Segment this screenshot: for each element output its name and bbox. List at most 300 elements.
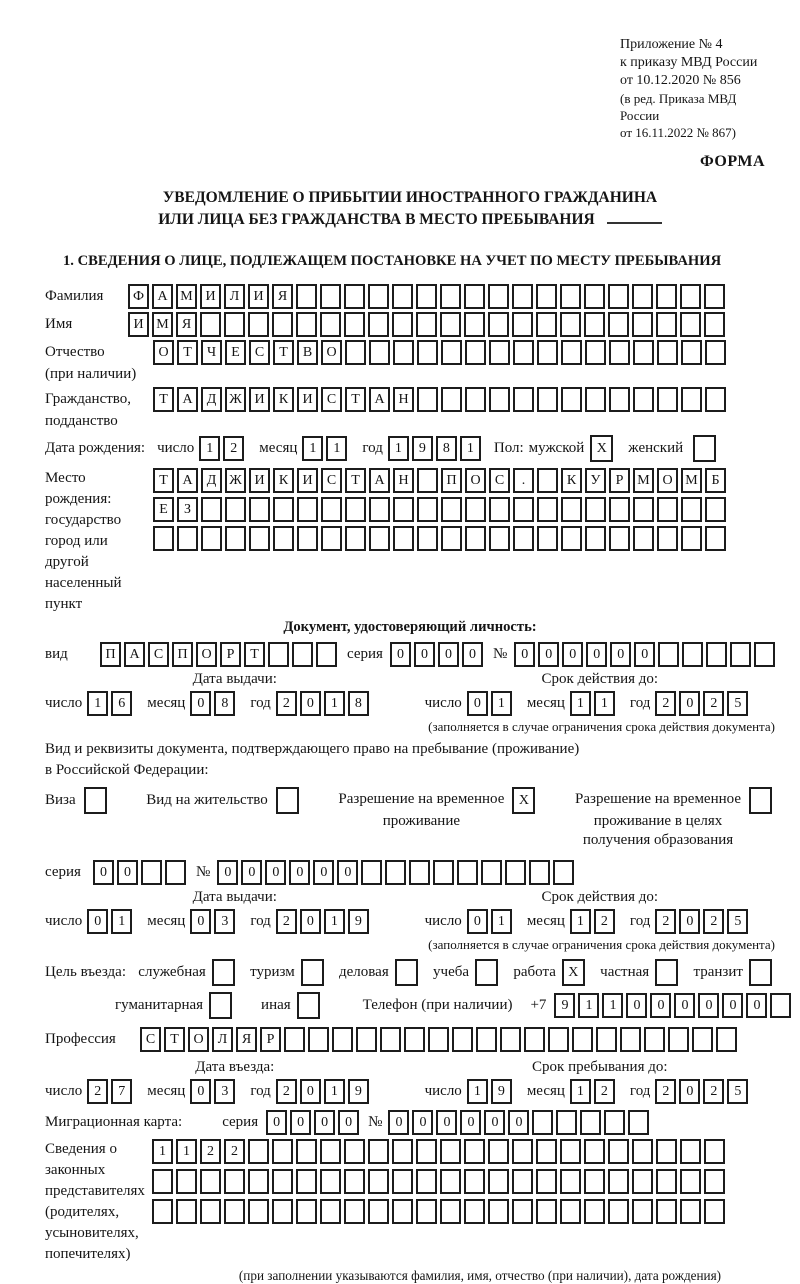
char-box[interactable]: М (152, 312, 173, 337)
char-box[interactable]: 1 (491, 909, 512, 934)
char-box[interactable] (225, 497, 246, 522)
char-box[interactable] (488, 284, 509, 309)
char-box[interactable] (344, 1199, 365, 1224)
char-box[interactable] (200, 1169, 221, 1194)
char-box[interactable]: 9 (348, 909, 369, 934)
char-box[interactable] (489, 497, 510, 522)
char-box[interactable]: 8 (214, 691, 235, 716)
char-box[interactable]: А (369, 387, 390, 412)
char-box[interactable]: 1 (324, 1079, 345, 1104)
char-box[interactable] (749, 787, 772, 814)
char-box[interactable]: 0 (300, 909, 321, 934)
char-box[interactable] (272, 312, 293, 337)
char-box[interactable] (513, 526, 534, 551)
char-box[interactable] (345, 526, 366, 551)
char-box[interactable]: 0 (460, 1110, 481, 1135)
char-box[interactable] (657, 387, 678, 412)
char-box[interactable]: 0 (190, 909, 211, 934)
char-box[interactable] (296, 1169, 317, 1194)
char-box[interactable]: 8 (436, 436, 457, 461)
char-box[interactable]: 1 (570, 1079, 591, 1104)
char-box[interactable] (440, 1169, 461, 1194)
char-box[interactable]: 2 (87, 1079, 108, 1104)
char-box[interactable] (464, 1169, 485, 1194)
char-box[interactable] (537, 526, 558, 551)
char-box[interactable] (680, 312, 701, 337)
char-box[interactable] (476, 1027, 497, 1052)
char-box[interactable] (344, 1139, 365, 1164)
char-box[interactable] (345, 497, 366, 522)
char-box[interactable] (706, 642, 727, 667)
char-box[interactable] (585, 497, 606, 522)
char-box[interactable] (705, 526, 726, 551)
char-box[interactable]: X (590, 435, 613, 462)
char-box[interactable] (488, 1169, 509, 1194)
char-box[interactable] (464, 284, 485, 309)
char-box[interactable] (680, 1139, 701, 1164)
char-box[interactable] (681, 497, 702, 522)
char-box[interactable]: О (153, 340, 174, 365)
char-box[interactable] (604, 1110, 625, 1135)
char-box[interactable] (561, 497, 582, 522)
char-box[interactable] (392, 284, 413, 309)
char-box[interactable] (704, 312, 725, 337)
char-box[interactable]: 1 (302, 436, 323, 461)
char-box[interactable] (393, 497, 414, 522)
char-box[interactable]: М (633, 468, 654, 493)
char-box[interactable] (225, 526, 246, 551)
char-box[interactable] (537, 468, 558, 493)
char-box[interactable]: Ж (225, 468, 246, 493)
char-box[interactable] (749, 959, 772, 986)
char-box[interactable]: 2 (703, 691, 724, 716)
char-box[interactable]: 0 (266, 1110, 287, 1135)
char-box[interactable] (200, 1199, 221, 1224)
char-box[interactable]: О (321, 340, 342, 365)
char-box[interactable] (152, 1169, 173, 1194)
char-box[interactable] (584, 1139, 605, 1164)
char-box[interactable] (609, 497, 630, 522)
char-box[interactable] (513, 497, 534, 522)
char-box[interactable] (632, 1199, 653, 1224)
char-box[interactable] (224, 1169, 245, 1194)
char-box[interactable]: М (176, 284, 197, 309)
char-box[interactable]: 2 (703, 909, 724, 934)
char-box[interactable]: Ж (225, 387, 246, 412)
char-box[interactable] (249, 526, 270, 551)
char-box[interactable] (417, 340, 438, 365)
char-box[interactable] (633, 387, 654, 412)
char-box[interactable]: 9 (554, 993, 575, 1018)
char-box[interactable]: 0 (508, 1110, 529, 1135)
char-box[interactable] (465, 497, 486, 522)
char-box[interactable] (513, 387, 534, 412)
char-box[interactable]: 2 (655, 691, 676, 716)
char-box[interactable]: Н (393, 387, 414, 412)
char-box[interactable]: 0 (241, 860, 262, 885)
char-box[interactable]: А (177, 387, 198, 412)
char-box[interactable] (368, 1169, 389, 1194)
char-box[interactable] (177, 526, 198, 551)
char-box[interactable] (585, 387, 606, 412)
char-box[interactable]: 0 (337, 860, 358, 885)
char-box[interactable] (548, 1027, 569, 1052)
char-box[interactable] (656, 312, 677, 337)
char-box[interactable] (608, 1139, 629, 1164)
char-box[interactable] (500, 1027, 521, 1052)
char-box[interactable]: З (177, 497, 198, 522)
char-box[interactable]: Д (201, 468, 222, 493)
char-box[interactable] (153, 526, 174, 551)
char-box[interactable]: К (273, 468, 294, 493)
char-box[interactable]: 2 (655, 1079, 676, 1104)
char-box[interactable] (584, 1169, 605, 1194)
char-box[interactable] (209, 992, 232, 1019)
char-box[interactable]: Т (244, 642, 265, 667)
char-box[interactable] (632, 284, 653, 309)
char-box[interactable] (368, 1139, 389, 1164)
char-box[interactable]: Е (153, 497, 174, 522)
char-box[interactable] (730, 642, 751, 667)
char-box[interactable]: 5 (727, 691, 748, 716)
char-box[interactable] (512, 284, 533, 309)
char-box[interactable]: 0 (626, 993, 647, 1018)
char-box[interactable] (704, 1199, 725, 1224)
char-box[interactable] (344, 312, 365, 337)
char-box[interactable]: М (681, 468, 702, 493)
char-box[interactable] (296, 312, 317, 337)
char-box[interactable]: 2 (655, 909, 676, 934)
char-box[interactable] (608, 1199, 629, 1224)
char-box[interactable]: 1 (570, 691, 591, 716)
char-box[interactable] (440, 312, 461, 337)
char-box[interactable]: 1 (111, 909, 132, 934)
char-box[interactable] (608, 312, 629, 337)
char-box[interactable] (369, 340, 390, 365)
char-box[interactable] (537, 340, 558, 365)
char-box[interactable] (301, 959, 324, 986)
char-box[interactable]: 0 (436, 1110, 457, 1135)
char-box[interactable] (537, 387, 558, 412)
char-box[interactable] (212, 959, 235, 986)
char-box[interactable] (681, 526, 702, 551)
char-box[interactable]: 1 (491, 691, 512, 716)
char-box[interactable] (529, 860, 550, 885)
char-box[interactable] (297, 992, 320, 1019)
char-box[interactable] (332, 1027, 353, 1052)
char-box[interactable] (560, 312, 581, 337)
char-box[interactable]: 9 (491, 1079, 512, 1104)
char-box[interactable] (505, 860, 526, 885)
char-box[interactable]: 0 (390, 642, 411, 667)
char-box[interactable] (248, 1139, 269, 1164)
char-box[interactable] (536, 284, 557, 309)
char-box[interactable] (560, 1139, 581, 1164)
char-box[interactable]: 0 (265, 860, 286, 885)
char-box[interactable]: Т (273, 340, 294, 365)
char-box[interactable] (561, 340, 582, 365)
char-box[interactable] (441, 497, 462, 522)
char-box[interactable] (165, 860, 186, 885)
char-box[interactable] (536, 1199, 557, 1224)
char-box[interactable]: И (249, 468, 270, 493)
char-box[interactable]: 1 (152, 1139, 173, 1164)
char-box[interactable]: 0 (467, 691, 488, 716)
char-box[interactable] (224, 312, 245, 337)
char-box[interactable]: 0 (338, 1110, 359, 1135)
char-box[interactable] (513, 340, 534, 365)
char-box[interactable] (417, 468, 438, 493)
char-box[interactable] (201, 497, 222, 522)
char-box[interactable] (553, 860, 574, 885)
char-box[interactable]: 2 (276, 1079, 297, 1104)
char-box[interactable] (475, 959, 498, 986)
char-box[interactable]: 1 (176, 1139, 197, 1164)
char-box[interactable] (512, 1139, 533, 1164)
char-box[interactable] (276, 787, 299, 814)
char-box[interactable]: 0 (217, 860, 238, 885)
char-box[interactable] (316, 642, 337, 667)
char-box[interactable] (440, 284, 461, 309)
char-box[interactable] (308, 1027, 329, 1052)
char-box[interactable]: О (188, 1027, 209, 1052)
char-box[interactable]: С (489, 468, 510, 493)
char-box[interactable]: 0 (290, 1110, 311, 1135)
char-box[interactable] (464, 1139, 485, 1164)
char-box[interactable] (489, 526, 510, 551)
char-box[interactable] (433, 860, 454, 885)
char-box[interactable]: 0 (722, 993, 743, 1018)
char-box[interactable] (585, 526, 606, 551)
char-box[interactable]: Ч (201, 340, 222, 365)
char-box[interactable] (84, 787, 107, 814)
char-box[interactable]: 2 (200, 1139, 221, 1164)
char-box[interactable] (385, 860, 406, 885)
char-box[interactable] (693, 435, 716, 462)
char-box[interactable] (609, 387, 630, 412)
char-box[interactable]: Р (220, 642, 241, 667)
char-box[interactable] (657, 340, 678, 365)
char-box[interactable] (656, 1169, 677, 1194)
char-box[interactable]: Б (705, 468, 726, 493)
char-box[interactable] (705, 387, 726, 412)
char-box[interactable] (536, 1169, 557, 1194)
char-box[interactable]: Я (176, 312, 197, 337)
char-box[interactable] (404, 1027, 425, 1052)
char-box[interactable]: 2 (703, 1079, 724, 1104)
char-box[interactable] (560, 1199, 581, 1224)
char-box[interactable]: С (148, 642, 169, 667)
char-box[interactable]: П (172, 642, 193, 667)
char-box[interactable] (524, 1027, 545, 1052)
char-box[interactable] (488, 1199, 509, 1224)
char-box[interactable] (368, 284, 389, 309)
char-box[interactable] (392, 1169, 413, 1194)
char-box[interactable] (320, 1169, 341, 1194)
char-box[interactable] (320, 1139, 341, 1164)
char-box[interactable] (176, 1169, 197, 1194)
char-box[interactable] (633, 497, 654, 522)
char-box[interactable]: Т (153, 468, 174, 493)
char-box[interactable]: 0 (467, 909, 488, 934)
char-box[interactable] (416, 1169, 437, 1194)
char-box[interactable] (658, 642, 679, 667)
char-box[interactable] (560, 284, 581, 309)
char-box[interactable] (489, 340, 510, 365)
char-box[interactable]: 0 (679, 909, 700, 934)
char-box[interactable] (273, 497, 294, 522)
char-box[interactable] (632, 1139, 653, 1164)
char-box[interactable]: 0 (300, 1079, 321, 1104)
char-box[interactable]: 6 (111, 691, 132, 716)
char-box[interactable]: 1 (324, 909, 345, 934)
char-box[interactable]: И (297, 468, 318, 493)
char-box[interactable]: 0 (562, 642, 583, 667)
char-box[interactable]: 0 (674, 993, 695, 1018)
char-box[interactable] (489, 387, 510, 412)
char-box[interactable]: 0 (538, 642, 559, 667)
char-box[interactable] (296, 1139, 317, 1164)
char-box[interactable] (417, 387, 438, 412)
char-box[interactable]: И (128, 312, 149, 337)
char-box[interactable] (141, 860, 162, 885)
char-box[interactable] (608, 1169, 629, 1194)
char-box[interactable] (428, 1027, 449, 1052)
char-box[interactable]: 2 (594, 1079, 615, 1104)
char-box[interactable] (560, 1169, 581, 1194)
char-box[interactable]: С (321, 387, 342, 412)
char-box[interactable]: Н (393, 468, 414, 493)
char-box[interactable]: 0 (190, 691, 211, 716)
char-box[interactable] (536, 1139, 557, 1164)
char-box[interactable]: О (657, 468, 678, 493)
char-box[interactable]: О (465, 468, 486, 493)
char-box[interactable] (465, 387, 486, 412)
char-box[interactable] (297, 526, 318, 551)
char-box[interactable] (416, 1199, 437, 1224)
char-box[interactable] (441, 387, 462, 412)
char-box[interactable]: П (441, 468, 462, 493)
char-box[interactable] (248, 312, 269, 337)
char-box[interactable]: А (124, 642, 145, 667)
char-box[interactable] (512, 1169, 533, 1194)
char-box[interactable] (704, 1169, 725, 1194)
char-box[interactable] (609, 340, 630, 365)
char-box[interactable] (657, 526, 678, 551)
char-box[interactable] (272, 1139, 293, 1164)
char-box[interactable] (272, 1169, 293, 1194)
char-box[interactable]: 1 (388, 436, 409, 461)
char-box[interactable] (512, 312, 533, 337)
char-box[interactable] (628, 1110, 649, 1135)
char-box[interactable] (465, 340, 486, 365)
char-box[interactable] (393, 340, 414, 365)
char-box[interactable]: 7 (111, 1079, 132, 1104)
char-box[interactable]: 8 (348, 691, 369, 716)
char-box[interactable]: 1 (324, 691, 345, 716)
char-box[interactable]: Р (260, 1027, 281, 1052)
char-box[interactable] (392, 1199, 413, 1224)
char-box[interactable] (656, 1139, 677, 1164)
char-box[interactable]: П (100, 642, 121, 667)
char-box[interactable] (770, 993, 791, 1018)
char-box[interactable] (705, 340, 726, 365)
char-box[interactable] (465, 526, 486, 551)
char-box[interactable]: X (512, 787, 535, 814)
char-box[interactable]: 2 (224, 1139, 245, 1164)
char-box[interactable] (361, 860, 382, 885)
char-box[interactable]: 1 (578, 993, 599, 1018)
char-box[interactable]: 0 (117, 860, 138, 885)
char-box[interactable] (268, 642, 289, 667)
char-box[interactable] (632, 312, 653, 337)
char-box[interactable]: 0 (484, 1110, 505, 1135)
char-box[interactable]: О (196, 642, 217, 667)
char-box[interactable] (680, 284, 701, 309)
char-box[interactable] (248, 1199, 269, 1224)
char-box[interactable] (393, 526, 414, 551)
char-box[interactable] (440, 1199, 461, 1224)
char-box[interactable] (680, 1169, 701, 1194)
char-box[interactable]: 3 (214, 1079, 235, 1104)
char-box[interactable]: 0 (679, 1079, 700, 1104)
char-box[interactable] (392, 312, 413, 337)
char-box[interactable]: X (562, 959, 585, 986)
char-box[interactable]: 0 (586, 642, 607, 667)
char-box[interactable] (656, 284, 677, 309)
char-box[interactable]: И (200, 284, 221, 309)
char-box[interactable] (580, 1110, 601, 1135)
char-box[interactable] (705, 497, 726, 522)
char-box[interactable] (392, 1139, 413, 1164)
char-box[interactable] (380, 1027, 401, 1052)
char-box[interactable]: Р (609, 468, 630, 493)
char-box[interactable]: Т (153, 387, 174, 412)
char-box[interactable] (585, 340, 606, 365)
char-box[interactable] (248, 1169, 269, 1194)
char-box[interactable]: 0 (388, 1110, 409, 1135)
char-box[interactable]: К (561, 468, 582, 493)
char-box[interactable]: В (297, 340, 318, 365)
char-box[interactable] (452, 1027, 473, 1052)
char-box[interactable] (561, 526, 582, 551)
char-box[interactable]: С (140, 1027, 161, 1052)
char-box[interactable] (416, 312, 437, 337)
char-box[interactable] (441, 340, 462, 365)
char-box[interactable]: 5 (727, 1079, 748, 1104)
char-box[interactable] (369, 526, 390, 551)
char-box[interactable]: 0 (650, 993, 671, 1018)
char-box[interactable]: И (249, 387, 270, 412)
char-box[interactable]: 9 (412, 436, 433, 461)
char-box[interactable]: Л (212, 1027, 233, 1052)
char-box[interactable] (440, 1139, 461, 1164)
char-box[interactable]: Т (345, 468, 366, 493)
char-box[interactable] (536, 312, 557, 337)
char-box[interactable] (656, 1199, 677, 1224)
char-box[interactable] (344, 1169, 365, 1194)
char-box[interactable]: 0 (610, 642, 631, 667)
char-box[interactable]: Т (164, 1027, 185, 1052)
char-box[interactable]: 0 (314, 1110, 335, 1135)
char-box[interactable]: 2 (223, 436, 244, 461)
char-box[interactable]: 2 (594, 909, 615, 934)
char-box[interactable]: 0 (634, 642, 655, 667)
char-box[interactable] (609, 526, 630, 551)
char-box[interactable] (272, 1199, 293, 1224)
char-box[interactable] (681, 387, 702, 412)
char-box[interactable] (704, 1139, 725, 1164)
